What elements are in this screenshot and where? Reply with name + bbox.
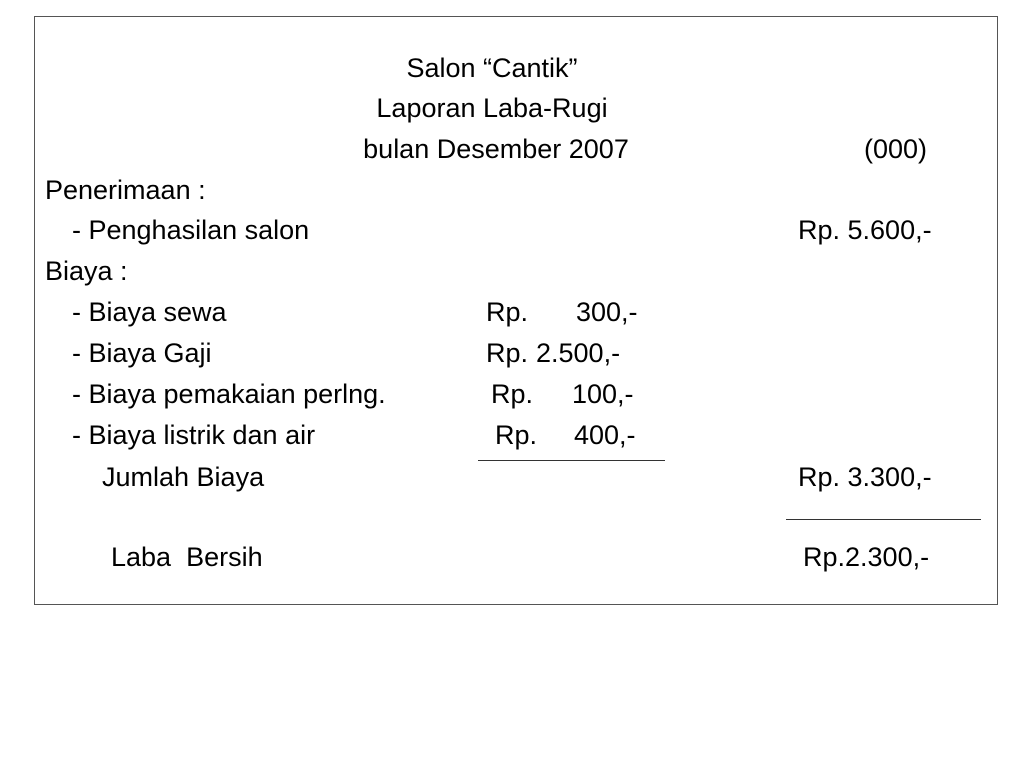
expense-item-label: - Biaya Gaji	[72, 338, 212, 368]
expense-item-amount: 100,-	[572, 379, 634, 409]
total-underline	[786, 519, 981, 520]
revenue-heading: Penerimaan :	[45, 175, 206, 205]
expense-item-label: - Biaya pemakaian perlng.	[72, 379, 386, 409]
expense-item-amount: 2.500,-	[536, 338, 621, 368]
subtotal-underline	[478, 460, 665, 461]
expense-item-currency: Rp.	[491, 379, 534, 409]
expense-total-label: Jumlah Biaya	[102, 462, 265, 492]
expense-item-currency: Rp.	[486, 338, 529, 368]
report-period: bulan Desember 2007	[363, 134, 629, 164]
company-name: Salon “Cantik”	[406, 53, 578, 83]
expense-item-currency: Rp.	[495, 420, 538, 450]
expense-item-amount: 300,-	[576, 297, 638, 327]
expense-total-amount: Rp. 3.300,-	[798, 462, 932, 492]
net-income-label: Laba Bersih	[111, 542, 263, 572]
net-income-amount: Rp.2.300,-	[803, 542, 930, 572]
expense-item-currency: Rp.	[486, 297, 529, 327]
revenue-item-label: - Penghasilan salon	[72, 215, 310, 245]
expense-item-label: - Biaya sewa	[72, 297, 227, 327]
report-title: Laporan Laba-Rugi	[376, 93, 608, 123]
revenue-item-amount: Rp. 5.600,-	[798, 215, 932, 245]
expense-item-amount: 400,-	[574, 420, 636, 450]
expenses-heading: Biaya :	[45, 256, 128, 286]
unit-label: (000)	[864, 134, 928, 164]
expense-item-label: - Biaya listrik dan air	[72, 420, 316, 450]
